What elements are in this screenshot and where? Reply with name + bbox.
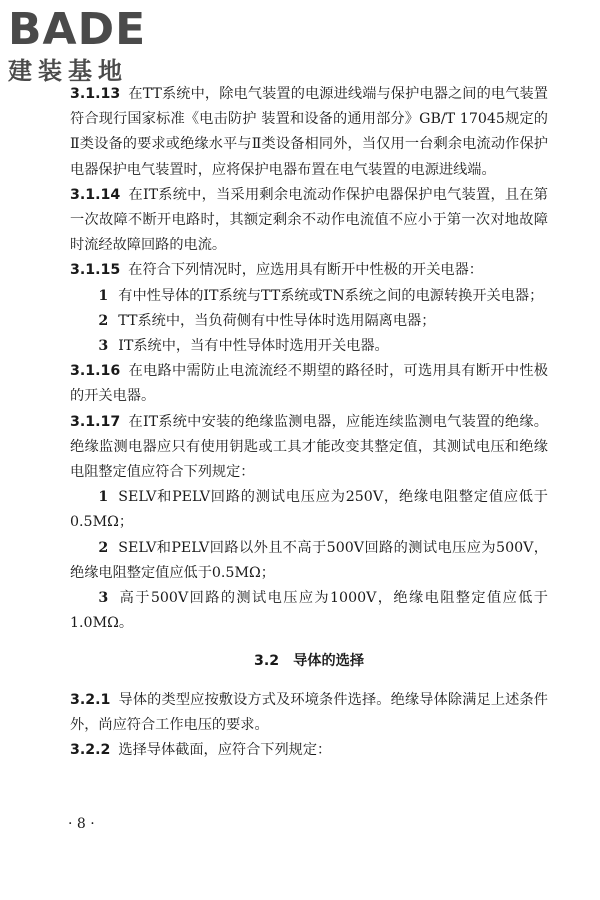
document-body	[70, 82, 548, 763]
item-text: SELV和PELV回路的测试电压应为250V，绝缘电阻整定值应低于0.5MΩ；	[70, 489, 548, 531]
clause-number: 3.2.1	[70, 691, 111, 708]
clause-text: 在符合下列情况时，应选用具有断开中性极的开关电器：	[128, 262, 483, 279]
list-item	[70, 309, 548, 334]
item-text: SELV和PELV回路以外且不高于500V回路的测试电压应为500V，绝缘电阻整定值应低于0.5MΩ；	[70, 539, 548, 581]
item-number: 1	[98, 489, 109, 506]
item-text: IT系统中，当有中性导体时选用开关电器。	[118, 338, 389, 355]
section-number: 3.2	[253, 653, 280, 670]
clause-3-1-13	[70, 82, 548, 183]
clause-text: 在电路中需防止电流流经不期望的路径时，可选用具有断开中性极的开关电器。	[70, 363, 548, 405]
clause-3-1-17	[70, 410, 548, 486]
item-number: 3	[98, 590, 109, 607]
list-item	[70, 536, 548, 586]
list-item	[70, 586, 548, 636]
list-item	[70, 485, 548, 535]
list-item	[70, 284, 548, 309]
clause-text: 在IT系统中安装的绝缘监测电器，应能连续监测电气装置的绝缘。绝缘监测电器应只有使用钥匙或工具才能改变其整定值，其测试电压和绝缘电阻整定值应符合下列规定：	[70, 413, 548, 481]
item-text: TT系统中，当负荷侧有中性导体时选用隔离电器；	[118, 312, 436, 329]
logo-mark: BADE	[8, 4, 147, 55]
clause-number: 3.1.15	[70, 262, 121, 279]
item-number: 1	[98, 287, 109, 304]
item-text: 高于500V回路的测试电压应为1000V，绝缘电阻整定值应低于1.0MΩ。	[70, 590, 548, 632]
bade-logo	[8, 6, 178, 92]
clause-number: 3.1.14	[70, 186, 121, 203]
clause-number: 3.1.17	[70, 413, 121, 430]
item-number: 2	[98, 539, 109, 556]
clause-number: 3.1.13	[70, 86, 121, 102]
clause-3-1-16	[70, 359, 548, 409]
list-item	[70, 334, 548, 359]
logo-subtitle: 建装基地	[8, 57, 128, 85]
page-number: · 8 ·	[68, 816, 95, 832]
item-number: 2	[98, 312, 109, 329]
clause-text: 在IT系统中，当采用剩余电流动作保护电器保护电气装置，且在第一次故障不断开电路时，其额定剩余不动作电流值不应小于第一次对地故障时流经故障回路的电流。	[70, 186, 548, 254]
section-title: 导体的选择	[293, 653, 365, 670]
item-text: 有中性导体的IT系统与TT系统或TN系统之间的电源转换开关电器；	[118, 287, 544, 304]
clause-text: 在TT系统中，除电气装置的电源进线端与保护电器之间的电气装置符合现行国家标准《电击防护 装置和设备的通用部分》GB/T 17045规定的Ⅱ类设备的要求或绝缘水平与Ⅱ类设备相同外，当仅用一台剩余电流动作保护电器保护电气装置时，应将保护电器布置在电气装置的电源进线端。	[70, 86, 548, 178]
clause-text: 导体的类型应按敷设方式及环境条件选择。绝缘导体除满足上述条件外，尚应符合工作电压的要求。	[70, 691, 548, 733]
clause-text: 选择导体截面，应符合下列规定：	[118, 742, 332, 759]
clause-number: 3.2.2	[70, 742, 111, 759]
item-number: 3	[98, 338, 109, 355]
section-heading	[70, 649, 548, 674]
clause-3-1-15	[70, 258, 548, 283]
clause-3-2-1	[70, 688, 548, 738]
clause-3-2-2	[70, 738, 548, 763]
clause-number: 3.1.16	[70, 363, 121, 380]
clause-3-1-14	[70, 183, 548, 259]
